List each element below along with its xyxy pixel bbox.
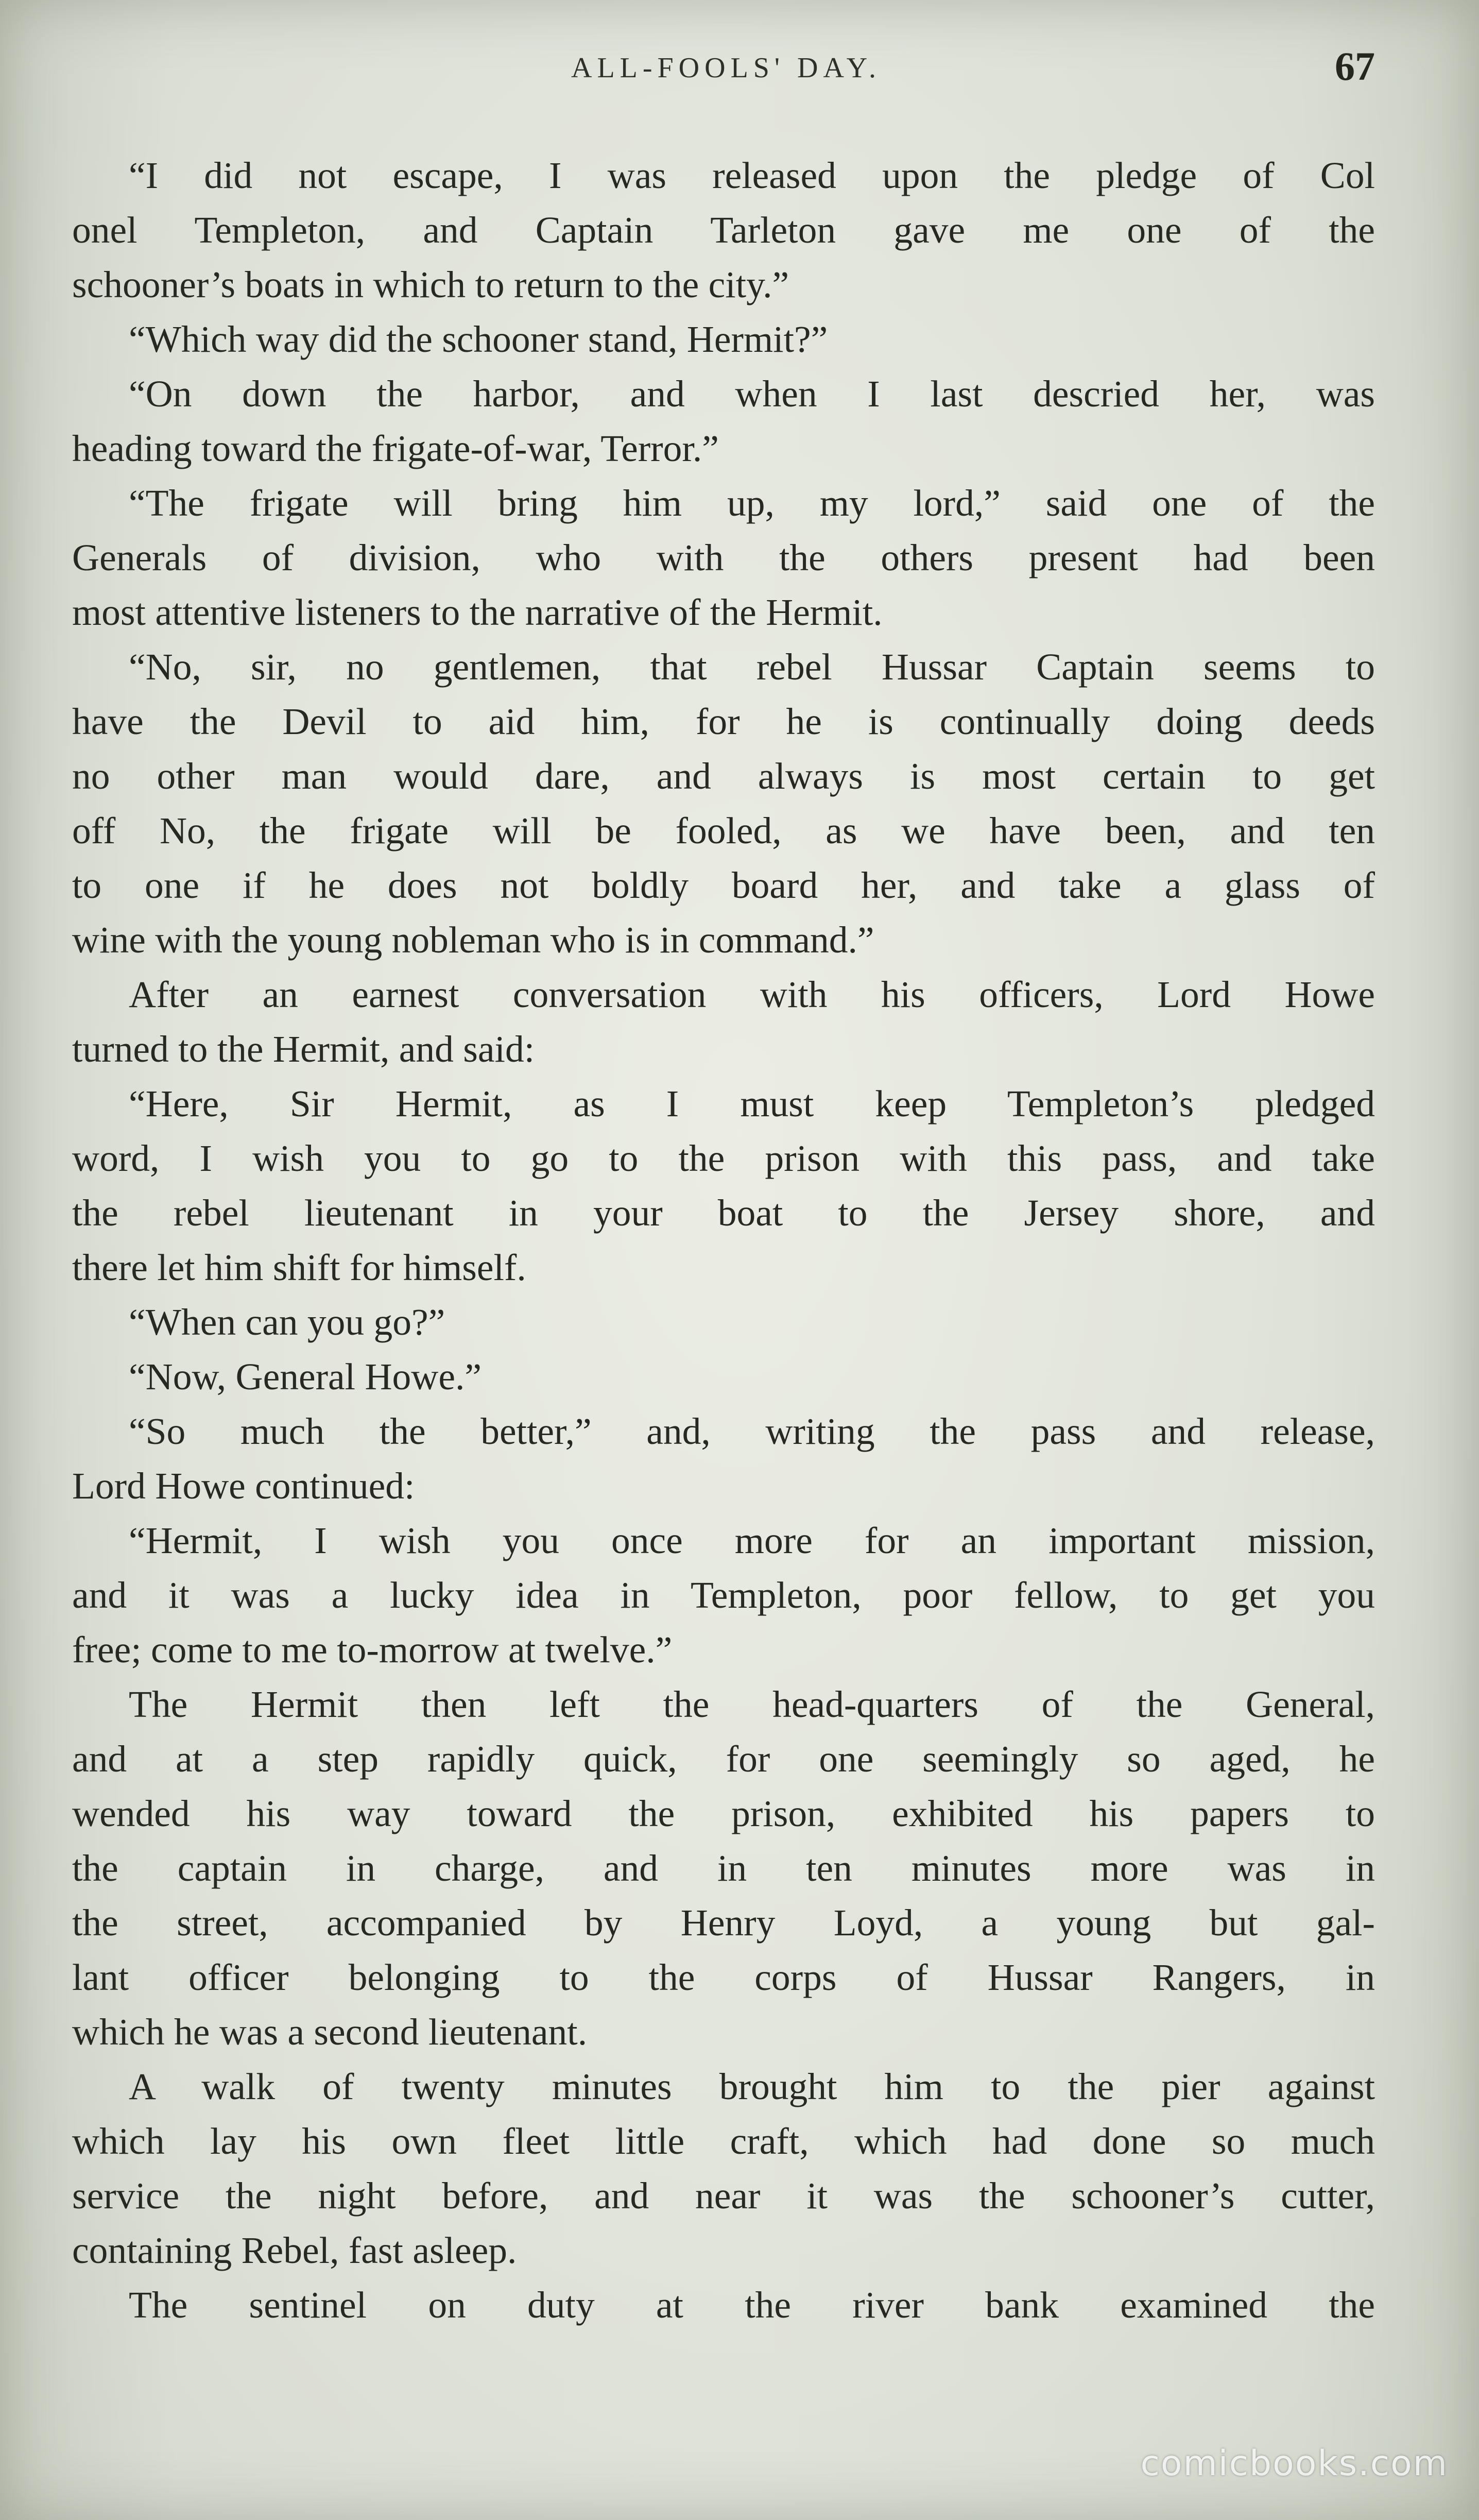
text-line: “On down the harbor, and when I last descried her, was [129,373,1375,415]
text-line: “When can you go?” [129,1301,445,1343]
paragraph [72,2059,1375,2278]
text-line: “Which way did the schooner stand, Hermit?” [129,318,828,360]
text-line: word, I wish you to go to the prison with this pass, and take [72,1137,1375,1179]
text-line: Generals of division, who with the others present had been [72,537,1375,578]
text-line: no other man would dare, and always is most certain to get [72,755,1375,797]
text-line: containing Rebel, fast asleep. [72,2229,517,2271]
text-line: After an earnest conversation with his officers, Lord Howe [129,974,1375,1015]
paragraph [72,148,1375,312]
text-line: “Hermit, I wish you once more for an important mission, [129,1520,1375,1561]
paragraph [72,640,1375,967]
text-line: “So much the better,” and, writing the pass and release, [129,1410,1375,1452]
paragraph [72,1077,1375,1295]
paragraph [72,476,1375,640]
text-line: schooner’s boats in which to return to the city.” [72,264,789,305]
text-line: the rebel lieutenant in your boat to the Jersey shore, and [72,1192,1375,1234]
text-line: free; come to me to-morrow at twelve.” [72,1629,673,1671]
text-line: “The frigate will bring him up, my lord,” said one of the [129,482,1375,524]
page-header [77,41,1375,103]
paragraph [72,1677,1375,2059]
text-line: “Now, General Howe.” [129,1356,482,1398]
text-line: off No, the frigate will be fooled, as we have been, and ten [72,810,1375,852]
paragraph [72,312,1375,367]
text-line: wine with the young nobleman who is in command.” [72,919,874,961]
text-line: the street, accompanied by Henry Loyd, a young but gal- [72,1902,1375,1944]
text-line: have the Devil to aid him, for he is continually doing deeds [72,701,1375,742]
text-line: most attentive listeners to the narrative of the Hermit. [72,591,883,633]
paragraph [72,1404,1375,1513]
text-line: Lord Howe continued: [72,1465,415,1507]
text-line: the captain in charge, and in ten minutes more was in [72,1847,1375,1889]
text-line: to one if he does not boldly board her, and take a glass of [72,864,1375,906]
watermark-logo: comicbooks.com [1140,2443,1448,2484]
text-line: which lay his own fleet little craft, which had done so much [72,2120,1375,2162]
body-text [72,148,1375,2332]
text-line: and at a step rapidly quick, for one seemingly so aged, he [72,1738,1375,1780]
paragraph [72,2278,1375,2332]
paragraph [72,367,1375,476]
paragraph [72,1513,1375,1677]
text-line: A walk of twenty minutes brought him to the pier against [129,2066,1375,2107]
text-line: The Hermit then left the head-quarters of the General, [129,1683,1375,1725]
text-line: which he was a second lieutenant. [72,2011,588,2053]
text-line: heading toward the frigate-of-war, Terror.” [72,428,719,469]
text-line: “No, sir, no gentlemen, that rebel Hussar Captain seems to [129,646,1375,688]
text-line: turned to the Hermit, and said: [72,1028,535,1070]
paragraph [72,1295,1375,1350]
text-line: “Here, Sir Hermit, as I must keep Templeton’s pledged [129,1083,1375,1125]
running-title: ALL-FOOLS' DAY. [571,52,881,84]
text-line: there let him shift for himself. [72,1247,526,1288]
text-line: The sentinel on duty at the river bank examined the [129,2284,1375,2326]
text-line: wended his way toward the prison, exhibited his papers to [72,1793,1375,1834]
text-line: onel Templeton, and Captain Tarleton gave me one of the [72,209,1375,251]
text-line: service the night before, and near it was the schooner’s cutter, [72,2175,1375,2217]
text-line: lant officer belonging to the corps of Hussar Rangers, in [72,1956,1375,1998]
text-line: “I did not escape, I was released upon the pledge of Col [129,155,1375,196]
paragraph [72,967,1375,1077]
text-line: and it was a lucky idea in Templeton, poor fellow, to get you [72,1574,1375,1616]
paragraph [72,1350,1375,1404]
page-number: 67 [1335,44,1375,89]
